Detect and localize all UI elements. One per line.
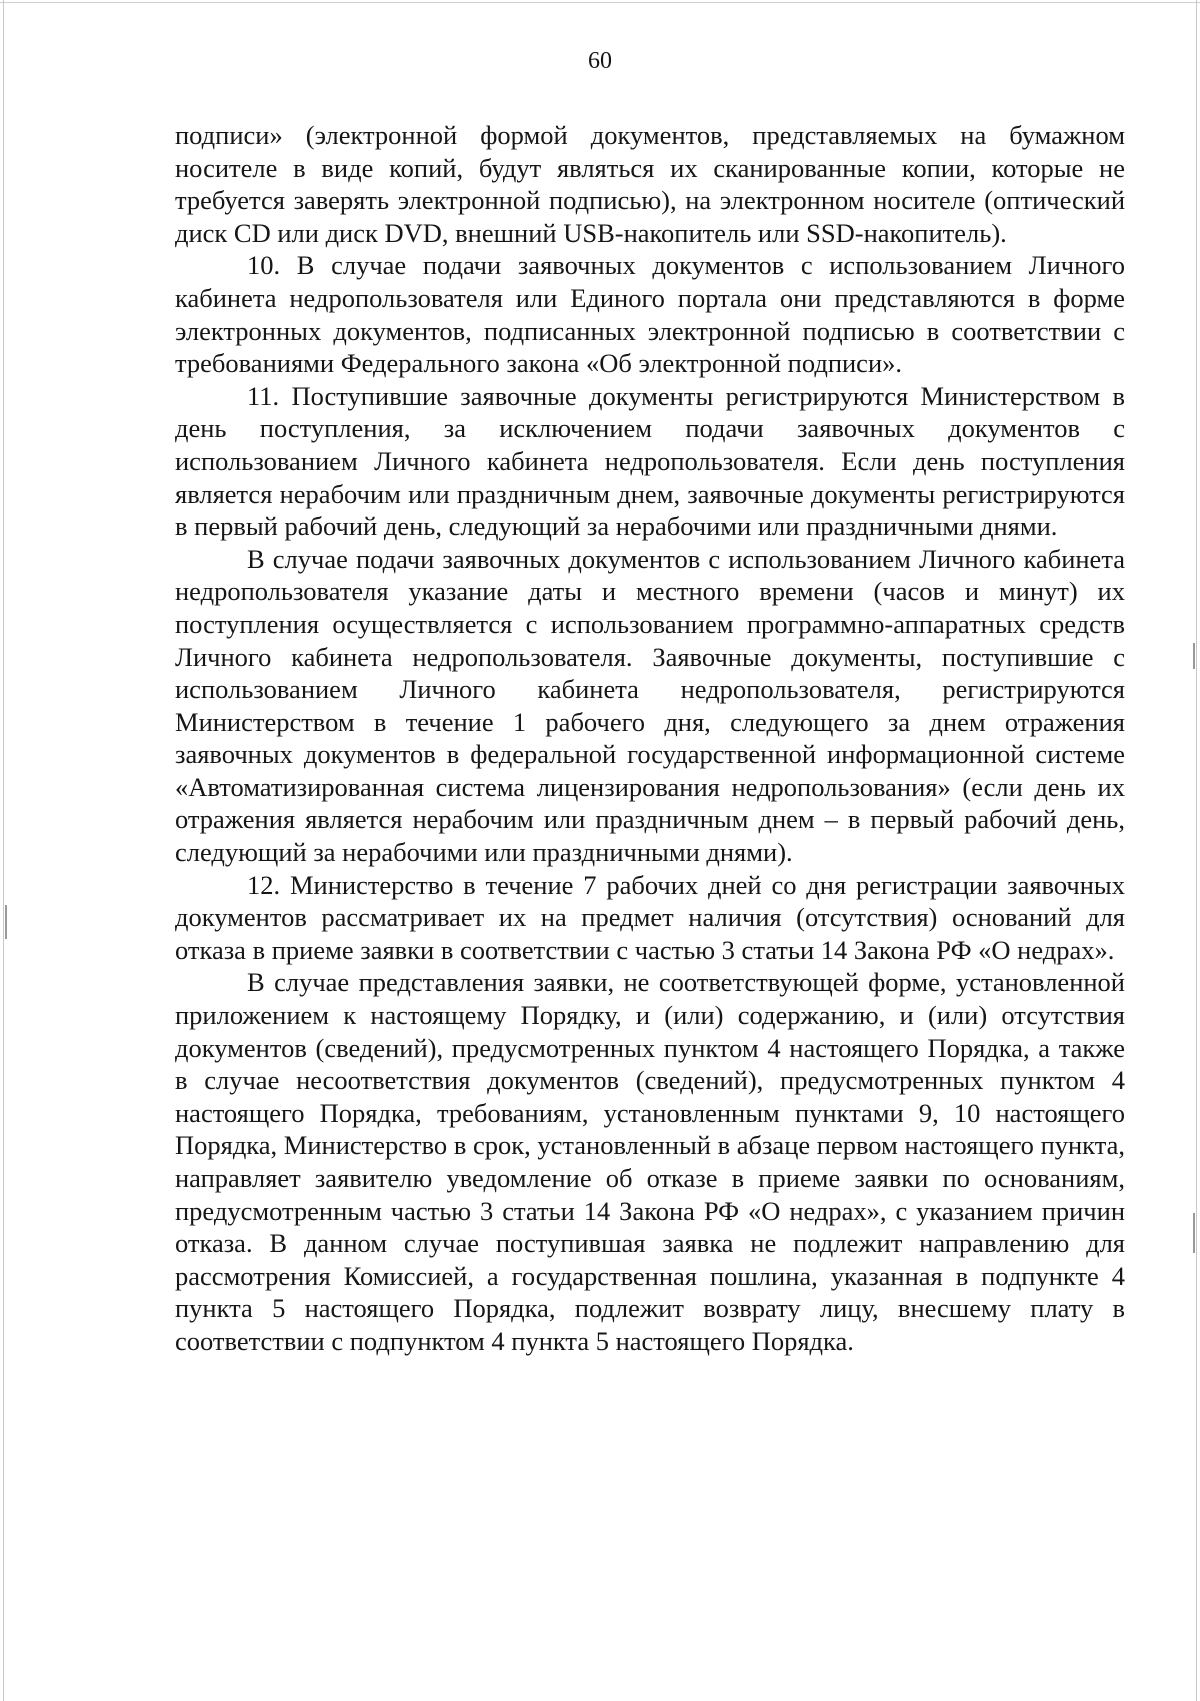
paragraph-item-10: 10. В случае подачи заявочных документов с использованием Личного кабинета недропользователя или Единого портала они представляются в форме электронных документов, подписанных электронной подписью в соответствии с требованиями Федерального закона «Об электронной подписи». xyxy=(175,250,1125,379)
scan-right-edge xyxy=(1196,0,1197,1701)
body-text xyxy=(175,119,1125,1358)
margin-mark xyxy=(1193,643,1195,669)
scan-top-edge xyxy=(0,2,1200,3)
margin-mark xyxy=(5,905,7,939)
margin-mark xyxy=(1193,1213,1195,1253)
page-number: 60 xyxy=(588,48,612,74)
paragraph-continuation: подписи» (электронной формой документов, представляемых на бумажном носителе в виде копий, будут являться их сканированные копии, которые не требуется заверять электронной подписью), на электронном носителе (оптический диск CD или диск DVD, внешний USB-накопитель или SSD-накопитель). xyxy=(175,120,1125,248)
paragraph-item-12: 12. Министерство в течение 7 рабочих дней со дня регистрации заявочных документов рассматривает их на предмет наличия (отсутствия) оснований для отказа в приеме заявки в соответствии с частью 3 статьи 14 Закона РФ «О недрах». xyxy=(175,869,1125,965)
paragraph-item-11-electronic: В случае подачи заявочных документов с использованием Личного кабинета недропользователя указание даты и местного времени (часов и минут) их поступления осуществляется с использованием программно-аппаратных средств Личного кабинета недропользователя. Заявочные документы, поступившие с использованием Личного кабинета недропользователя, регистрируются Министерством в течение 1 рабочего дня, следующего за днем отражения заявочных документов в федеральной государственной информационной системе «Автоматизированная система лицензирования недропользования» (если день их отражения является нерабочим или праздничным днем – в первый рабочий день, следующий за нерабочими или праздничными днями). xyxy=(175,543,1125,868)
paragraph-item-12-refusal: В случае представления заявки, не соответствующей форме, установленной приложением к настоящему Порядку, и (или) содержанию, и (или) отсутствия документов (сведений), предусмотренных пунктом 4 настоящего Порядка, а также в случае несоответствия документов (сведений), предусмотренных пунктом 4 настоящего Порядка, требованиям, установленным пунктами 9, 10 настоящего Порядка, Министерство в срок, установленный в абзаце первом настоящего пункта, направляет заявителю уведомление об отказе в приеме заявки по основаниям, предусмотренным частью 3 статьи 14 Закона РФ «О недрах», с указанием причин отказа. В данном случае поступившая заявка не подлежит направлению для рассмотрения Комиссией, а государственная пошлина, указанная в подпункте 4 пункта 5 настоящего Порядка, подлежит возврату лицу, внесшему плату в соответствии с подпунктом 4 пункта 5 настоящего Порядка. xyxy=(175,967,1125,1356)
scan-left-edge xyxy=(3,0,4,1701)
paragraph-item-11: 11. Поступившие заявочные документы регистрируются Министерством в день поступления, за исключением подачи заявочных документов с использованием Личного кабинета недропользователя. Если день поступления является нерабочим или праздничным днем, заявочные документы регистрируются в первый рабочий день, следующий за нерабочими или праздничными днями. xyxy=(175,380,1125,542)
